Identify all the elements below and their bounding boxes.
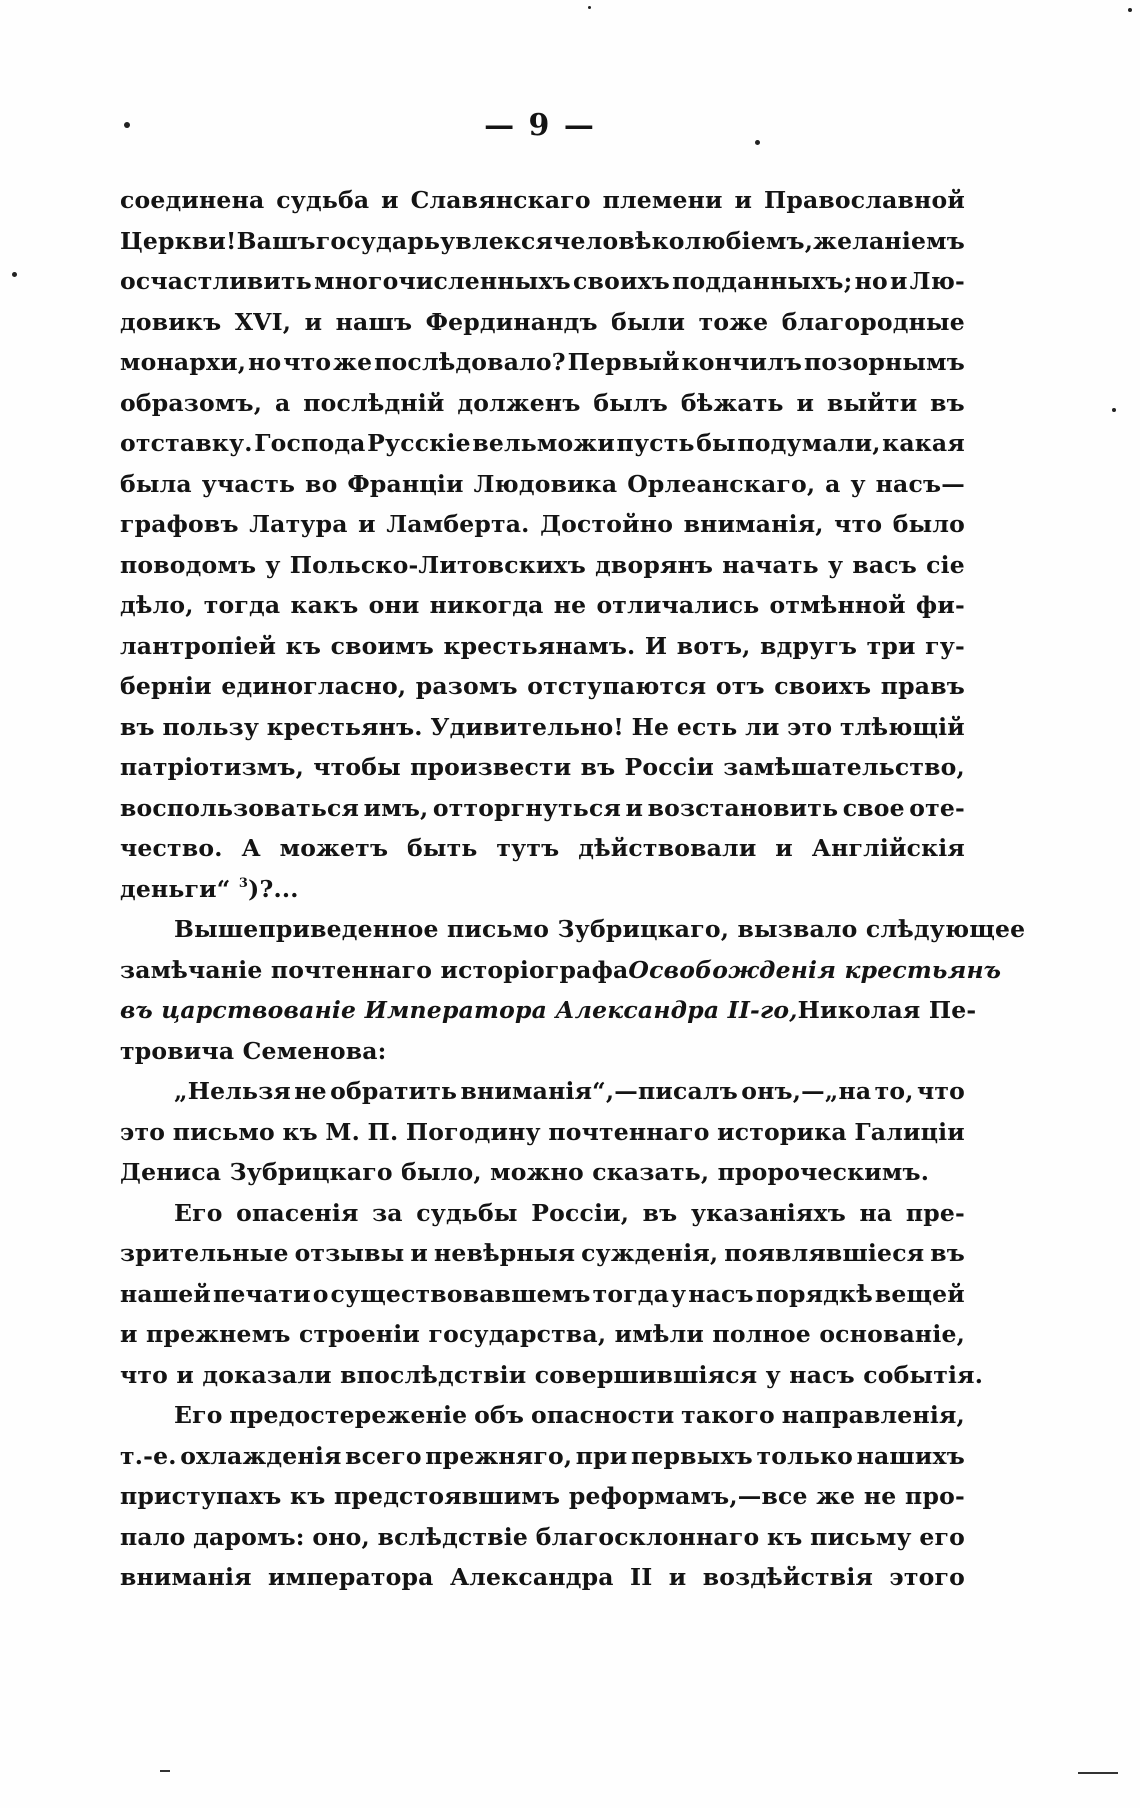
word: А	[241, 834, 261, 862]
word: Орлеанскаго,	[627, 469, 816, 498]
word: тлѣющій	[839, 712, 965, 741]
word: какая	[882, 429, 965, 457]
word: существовавшемъ	[330, 1279, 591, 1308]
text-line	[120, 423, 965, 464]
word: была	[120, 469, 192, 498]
word: чтобы	[313, 753, 401, 781]
word: Его	[174, 1198, 223, 1227]
word: воздѣйствія	[702, 1563, 874, 1591]
word: многочисленныхъ	[314, 267, 571, 295]
word: у	[850, 469, 866, 498]
word: это	[120, 1117, 166, 1146]
word: подумали,	[737, 429, 881, 457]
scan-speck	[588, 6, 591, 9]
word: Англійскія	[811, 834, 965, 862]
word: у	[265, 550, 281, 579]
word: долженъ	[457, 388, 581, 417]
word: охлажденія	[180, 1441, 342, 1470]
word: появлявшіеся	[724, 1239, 925, 1267]
word: объ	[474, 1401, 525, 1429]
word: своихъ	[573, 267, 671, 295]
word: пользу	[162, 712, 260, 741]
word: указаніяхъ	[690, 1198, 846, 1227]
word: этого	[889, 1563, 965, 1591]
word: и	[304, 307, 323, 336]
word: И	[644, 631, 668, 660]
word: основаніе,	[819, 1320, 965, 1348]
word: никогда	[429, 591, 544, 619]
word: дѣло,	[120, 591, 194, 619]
word: позорнымъ	[804, 348, 965, 376]
scan-speck	[1128, 8, 1132, 12]
word: отмѣнной	[769, 591, 906, 619]
text-line	[120, 1355, 984, 1396]
word: П.	[367, 1117, 399, 1146]
word: императора	[268, 1563, 434, 1591]
word: поводомъ	[120, 550, 257, 579]
text-line	[120, 707, 965, 748]
word: зрительные	[120, 1239, 289, 1267]
word: Его	[174, 1401, 223, 1429]
word: нашихъ	[856, 1441, 965, 1470]
text-fragment: деньги“	[120, 874, 231, 903]
scan-speck	[755, 140, 760, 145]
word: не	[863, 1482, 897, 1510]
word: Вашъ	[236, 226, 316, 255]
word: было	[892, 510, 965, 538]
body-text	[120, 180, 1026, 1598]
word: фи-	[915, 591, 965, 619]
word: вещей	[874, 1279, 965, 1308]
text-fragment: Дениса Зубрицкаго было, можно сказать, пророческимъ.	[120, 1158, 930, 1186]
word: даромъ:	[193, 1522, 305, 1551]
text-fragment: замѣчаніе почтеннаго исторіографа	[120, 955, 629, 984]
word: желаніемъ	[813, 226, 965, 255]
word: печати	[213, 1279, 311, 1308]
word: чество.	[120, 834, 223, 862]
book-title-part: въ царствованіе Императора Александра II-го,	[120, 996, 798, 1024]
word: въ	[642, 1198, 678, 1227]
word: пусть	[616, 429, 695, 457]
text-line	[120, 828, 965, 869]
text-line	[120, 261, 965, 302]
word: благосклоннаго	[535, 1522, 760, 1551]
word: во	[305, 469, 338, 498]
paragraph-5	[120, 1395, 965, 1598]
word: М.	[325, 1117, 360, 1146]
word: воспользоваться	[120, 793, 360, 822]
word: предстоявшимъ	[334, 1482, 561, 1510]
word: всего	[345, 1441, 422, 1470]
word: XVI,	[234, 307, 292, 336]
word: тогда	[203, 591, 281, 619]
text-line	[120, 788, 965, 829]
word: крестьянъ.	[266, 712, 423, 741]
text-line	[120, 1517, 965, 1558]
text-fragment: что и доказали впослѣдствіи совершившіяся у насъ событія.	[120, 1360, 984, 1389]
text-line	[120, 1193, 965, 1234]
word: Славянскаго	[410, 186, 591, 214]
text-line	[120, 626, 965, 667]
word: быть	[407, 834, 478, 862]
word: что	[834, 510, 883, 538]
word: что	[283, 348, 332, 376]
text-fragment: Николая Пе-	[797, 996, 977, 1024]
word: письму	[810, 1522, 912, 1551]
word: довикъ	[120, 307, 222, 336]
word: Православной	[763, 186, 965, 214]
word: прежняго,	[425, 1441, 573, 1470]
text-line	[120, 747, 965, 788]
word: Церкви!	[120, 226, 237, 255]
word: то,	[874, 1077, 914, 1105]
word: при	[575, 1441, 628, 1470]
text-line	[120, 950, 1002, 991]
scan-speck	[1112, 408, 1116, 412]
word: разомъ	[415, 672, 518, 700]
word: вслѣдствіе	[377, 1522, 529, 1551]
book-title-part: Освобожденія крестьянъ	[628, 955, 1002, 984]
word: Россіи,	[531, 1198, 630, 1227]
word: берніи	[120, 672, 212, 700]
word: образомъ,	[120, 388, 263, 417]
word: опасности	[530, 1401, 675, 1429]
word: и	[734, 186, 753, 214]
word: направленія,	[781, 1401, 965, 1429]
word: графовъ	[120, 510, 239, 538]
text-line	[120, 1274, 965, 1315]
word: вельможи	[472, 429, 615, 457]
text-line	[120, 221, 965, 262]
word: обратить	[330, 1077, 458, 1105]
word: замѣшательство,	[723, 753, 965, 781]
text-line	[120, 383, 965, 424]
word: приступахъ	[120, 1482, 282, 1510]
text-line	[120, 1112, 965, 1153]
word: первыхъ	[630, 1441, 753, 1470]
word: насъ	[688, 1279, 754, 1308]
word: II	[630, 1563, 653, 1591]
word: а	[274, 388, 291, 417]
word: опасенія	[236, 1198, 359, 1227]
word: тоже	[698, 307, 769, 336]
word: Россіи	[624, 753, 715, 781]
text-line	[120, 909, 1026, 950]
scan-speck	[12, 272, 17, 277]
word: кончилъ	[681, 348, 803, 376]
word: къ	[282, 1117, 318, 1146]
scan-mark	[1078, 1772, 1118, 1774]
word: про-	[905, 1482, 965, 1510]
word: патріотизмъ,	[120, 753, 305, 781]
word: пре-	[905, 1198, 965, 1227]
text-line	[120, 545, 965, 586]
word: три	[866, 631, 916, 660]
text-fragment: Вышеприведенное письмо Зубрицкаго, вызвало слѣдующее	[174, 915, 1026, 943]
text-line	[120, 1071, 965, 1112]
word: Польско-Литовскихъ	[289, 550, 586, 579]
word: дѣйствовали	[578, 834, 757, 862]
word: вниманія“,—писалъ	[460, 1077, 738, 1105]
word: но	[248, 348, 282, 376]
word: что	[916, 1077, 965, 1105]
word: племени	[602, 186, 723, 214]
text-fragment: тровича Семенова:	[120, 1036, 387, 1065]
word: вдругъ	[760, 631, 858, 660]
word: отзывы	[294, 1239, 405, 1267]
word: тогда	[592, 1279, 670, 1308]
word: у	[671, 1279, 687, 1308]
text-fragment: )?...	[248, 874, 299, 903]
word: въ	[930, 388, 965, 417]
word: Фердинандъ	[425, 307, 598, 336]
text-line	[120, 1557, 965, 1598]
word: къ	[285, 631, 322, 660]
text-line	[120, 1395, 965, 1436]
word: отставку.	[120, 429, 253, 457]
word: Франціи	[347, 469, 464, 498]
word: въ	[580, 753, 616, 781]
word: почтеннаго	[548, 1117, 710, 1146]
scan-speck	[124, 122, 130, 128]
word: и	[120, 1320, 138, 1348]
word: были	[611, 307, 686, 336]
word: произвести	[410, 753, 572, 781]
word: соединена	[120, 186, 265, 214]
word: т.-е.	[120, 1441, 177, 1470]
word: подданныхъ;	[672, 267, 853, 295]
text-line	[120, 1436, 965, 1477]
word: такого	[681, 1401, 775, 1429]
text-line	[120, 302, 965, 343]
word: осчастливить	[120, 267, 312, 295]
word: Лю-	[909, 267, 965, 295]
word: „Нельзя	[174, 1077, 291, 1105]
word: единогласно,	[221, 672, 407, 700]
word: оно,	[312, 1522, 370, 1551]
word: полное	[712, 1320, 811, 1348]
word: письмо	[172, 1117, 275, 1146]
word: Латура	[249, 510, 348, 538]
word: не	[294, 1077, 327, 1105]
word: въ	[120, 712, 155, 741]
word: имѣли	[614, 1320, 705, 1348]
word: сужденія,	[581, 1239, 719, 1267]
scan-mark	[160, 1770, 170, 1772]
text-line	[120, 1476, 965, 1517]
word: тутъ	[496, 834, 560, 862]
word: сіе	[926, 550, 965, 579]
text-line	[120, 585, 965, 626]
word: же	[333, 348, 373, 376]
word: не	[553, 591, 587, 619]
text-line	[120, 180, 965, 221]
word: въ	[930, 1239, 965, 1267]
word: есть	[676, 712, 738, 741]
word: отторгнуться	[432, 793, 622, 822]
word: государь	[315, 226, 441, 255]
word: оте-	[909, 793, 965, 822]
word: и	[775, 834, 793, 862]
word: только	[756, 1441, 854, 1470]
word: правъ	[880, 672, 965, 700]
word: о	[312, 1279, 329, 1308]
word: человѣколюбіемъ,	[553, 226, 814, 255]
text-line	[120, 1152, 965, 1193]
word: реформамъ,—все	[568, 1482, 808, 1510]
word: но	[854, 267, 888, 295]
word: они	[368, 591, 420, 619]
word: Достойно	[540, 510, 674, 538]
word: благородные	[781, 307, 965, 336]
word: его	[919, 1522, 965, 1551]
word: крестьянамъ.	[443, 631, 636, 660]
word: а	[825, 469, 841, 498]
word: вотъ,	[676, 631, 751, 660]
word: къ	[290, 1482, 326, 1510]
word: какъ	[290, 591, 359, 619]
word: нашъ	[335, 307, 413, 336]
text-line	[120, 504, 965, 545]
word: Людовика	[473, 469, 618, 498]
word: судьбы	[416, 1198, 518, 1227]
word: Русскіе	[367, 429, 471, 457]
word: и	[358, 510, 376, 538]
word: Ламберта.	[386, 510, 530, 538]
word: судьба	[276, 186, 370, 214]
word: начать	[722, 550, 819, 579]
word: отличались	[596, 591, 760, 619]
word: пало	[120, 1522, 186, 1551]
word: послѣдовало?	[374, 348, 566, 376]
text-line	[120, 1314, 965, 1355]
word: гу-	[925, 631, 965, 660]
word: насъ—	[875, 469, 965, 498]
word: порядкѣ	[755, 1279, 873, 1308]
text-line	[120, 1031, 965, 1072]
word: Первый	[567, 348, 680, 376]
word: послѣдній	[303, 388, 445, 417]
word: Удивительно!	[430, 712, 624, 741]
word: возстановить	[647, 793, 839, 822]
word: васъ	[852, 550, 918, 579]
word: бѣжать	[680, 388, 784, 417]
word: дворянъ	[595, 550, 714, 579]
word: вниманія	[120, 1563, 252, 1591]
word: Господа	[254, 429, 366, 457]
word: историка	[717, 1117, 847, 1146]
word: и	[668, 1563, 687, 1591]
word: Погодину	[405, 1117, 541, 1146]
word: строеніи	[298, 1320, 421, 1348]
word: лантропіей	[120, 631, 277, 660]
word: за	[372, 1198, 403, 1227]
word: и	[796, 388, 815, 417]
word: же	[816, 1482, 856, 1510]
word: и	[381, 186, 399, 214]
word: на	[859, 1198, 893, 1227]
text-line	[120, 666, 965, 707]
word: предостереженіе	[229, 1401, 468, 1429]
text-line	[120, 1233, 965, 1274]
word: и	[625, 793, 644, 822]
text-line	[120, 464, 965, 505]
word: можетъ	[279, 834, 389, 862]
word: и	[410, 1239, 429, 1267]
word: и	[889, 267, 908, 295]
word: Галиціи	[854, 1117, 965, 1146]
page-number: — 9 —	[484, 108, 596, 143]
word: нашей	[120, 1279, 212, 1308]
word: государства,	[428, 1320, 607, 1348]
paragraph-4	[120, 1193, 965, 1355]
word: имъ,	[363, 793, 429, 822]
word: это	[787, 712, 833, 741]
word: монархи,	[120, 348, 247, 376]
word: отъ	[715, 672, 765, 700]
word: Александра	[449, 1563, 614, 1591]
paragraph-3	[120, 1071, 965, 1152]
word: прежнемъ	[146, 1320, 291, 1348]
word: къ	[767, 1522, 803, 1551]
word: своимъ	[330, 631, 434, 660]
paragraph-1	[120, 180, 965, 869]
word: былъ	[593, 388, 669, 417]
word: бы	[696, 429, 736, 457]
word: увлекся	[440, 226, 554, 255]
word: выйти	[827, 388, 918, 417]
word: онъ,—„на	[741, 1077, 872, 1105]
word: у	[827, 550, 844, 579]
word: свое	[842, 793, 905, 822]
word: невѣрныя	[434, 1239, 576, 1267]
text-line: деньги“ 3)?...	[120, 869, 965, 910]
word: участь	[201, 469, 296, 498]
word: Не	[631, 712, 670, 741]
word: отступаются	[527, 672, 707, 700]
word: ли	[745, 712, 780, 741]
text-line	[120, 990, 977, 1031]
word: своихъ	[774, 672, 872, 700]
text-line	[120, 342, 965, 383]
word: вниманія,	[683, 510, 824, 538]
